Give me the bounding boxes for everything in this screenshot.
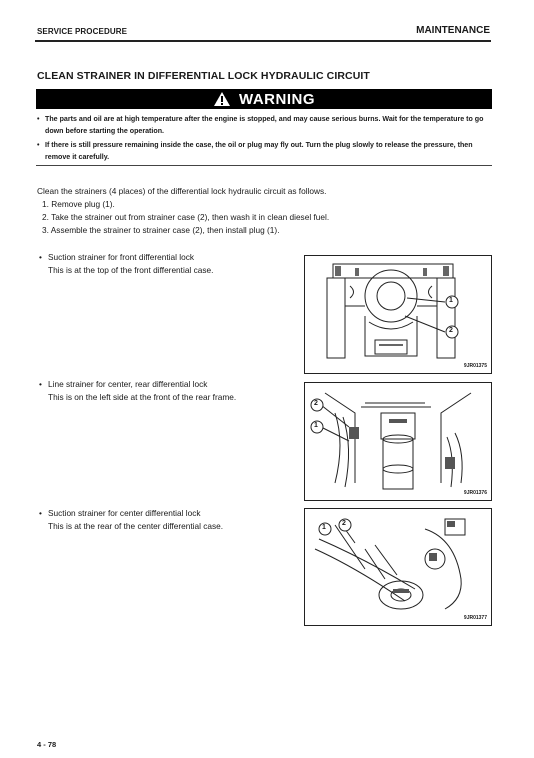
warning-triangle-icon [213,91,231,107]
warning-item [37,139,491,163]
callout-2: 2 [342,520,346,527]
callout-1: 1 [322,524,326,531]
step-3: 3. Assemble the strainer to strainer case (2), then install plug (1). [42,225,280,235]
warning-item [37,113,491,137]
location-detail: This is at the rear of the center differential case. [48,521,224,531]
location-bullet: • [39,379,42,389]
callout-1: 1 [314,422,318,429]
section-label: SERVICE PROCEDURE [37,27,128,36]
warning-banner [36,89,492,109]
intro-text: Clean the strainers (4 places) of the differential lock hydraulic circuit as follows. [37,186,327,196]
location-title: Suction strainer for center differential lock [48,508,201,518]
step-1: 1. Remove plug (1). [42,199,115,209]
location-bullet: • [39,252,42,262]
location-detail: This is at the top of the front differential case. [48,265,214,275]
warning-text: The parts and oil are at high temperature after the engine is stopped, and may cause serious burns. Wait for the temperature to go down before starting the operation. [45,115,484,135]
location-title: Line strainer for center, rear differential lock [48,379,208,389]
location-detail: This is on the left side at the front of the rear frame. [48,392,237,402]
figure-code: 9JR01376 [463,490,487,496]
warning-label: WARNING [239,90,315,108]
location-title: Suction strainer for front differential lock [48,252,195,262]
warning-text: If there is still pressure remaining inside the case, the oil or plug may fly out. Turn the plug slowly to release the pressure, then remove it carefully. [45,141,473,161]
rear-frame-illustration [305,383,491,500]
callout-1: 1 [449,297,453,304]
chapter-label: MAINTENANCE [416,25,490,36]
bullet-icon: • [37,115,40,123]
figure-code: 9JR01377 [463,615,487,621]
front-differential-illustration [305,256,491,373]
location-bullet: • [39,508,42,518]
figure-center-differential [304,508,492,626]
center-differential-illustration [305,509,491,625]
step-2: 2. Take the strainer out from strainer case (2), then wash it in clean diesel fuel. [42,212,330,222]
bullet-icon: • [37,141,40,149]
page-title: CLEAN STRAINER IN DIFFERENTIAL LOCK HYDRAULIC CIRCUIT [37,70,370,82]
figure-code: 9JR01375 [463,363,487,369]
page-number: 4 - 78 [37,740,57,749]
warning-rule [36,165,492,166]
callout-2: 2 [449,327,453,334]
figure-rear-frame [304,382,492,501]
figure-front-differential [304,255,492,374]
callout-2: 2 [314,400,318,407]
header-rule [35,40,491,42]
